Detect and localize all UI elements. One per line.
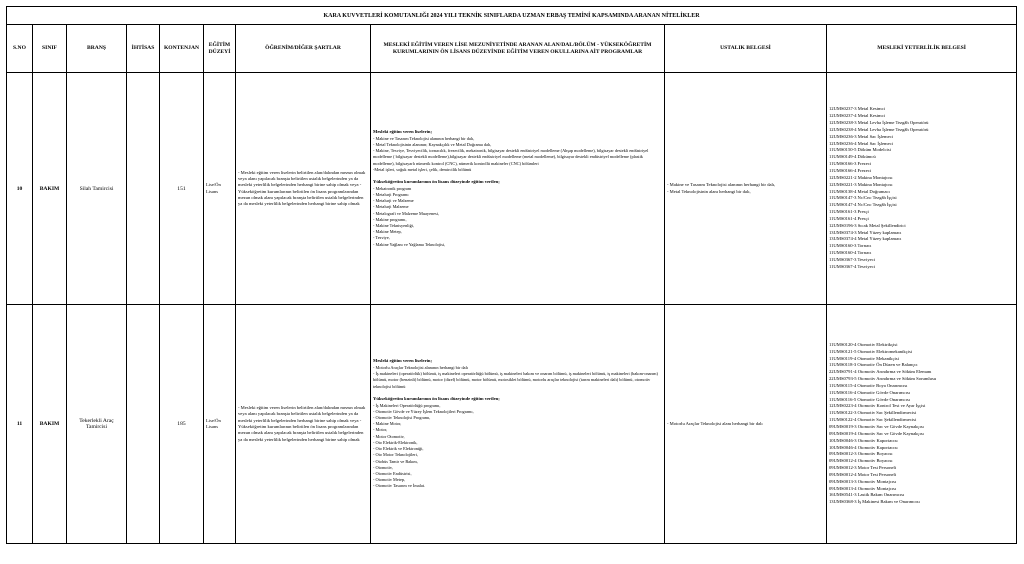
list-line: - Otomotiv Endüstrisi,	[373, 470, 412, 476]
list-line: 11UMS0367-3 Tesviyeci	[829, 256, 875, 262]
list-line: - Mekatronik program	[373, 185, 412, 191]
row-ogrenim: - Mesleki eğitim veren liselerin belirtilen alan/dalından mezun olmak veya alanı yapılacak branşta belirtilen ustalık belgelerinden ya da mesleki yeterlilik belgelerinden herhangi birine sahip olmak veya - Yükseköğretim kurumlarının belirtilen ön lisans programlarından mezun olmak alanı yapılacak branşta belirtilen ustalık belgelerinden ya da mesleki yeterlilik belgelerinden herhangi birine sahip olmak	[236, 73, 371, 305]
header-yeterlilik: MESLEKİ YETERLİLİK BELGESİ	[827, 25, 1017, 73]
list-line: 11UMS0116-4 Otomotiv Gövde Onarımcısı	[829, 389, 910, 395]
row-sinif: BAKIM	[33, 305, 67, 544]
yo-heading: Yükseköğretim kurumlarının ön lisans düzeyinde eğitim verilen;	[373, 179, 500, 185]
row-ihtisas	[127, 305, 160, 544]
list-line: - Motor Otomotiv,	[373, 433, 405, 439]
list-line: - Metalografi ve Malzeme Muayenesi,	[373, 210, 439, 216]
list-line: 13UMS0374-3 Metal Yüzey kaplamacı	[829, 229, 902, 235]
list-line: 09UMS0013-3 Otomotiv Montajcısı	[829, 478, 897, 484]
table-row	[7, 73, 1017, 305]
row-ihtisas	[127, 73, 160, 305]
row-ustalik	[665, 305, 827, 544]
row-programs	[371, 73, 665, 305]
list-line: - İş Makineleri Operatörlüğü programı,	[373, 402, 441, 408]
header-row	[7, 25, 1017, 73]
list-line: - Metalurji Programı	[373, 191, 409, 197]
document-page	[6, 6, 1016, 544]
list-line: - Makine programı,	[373, 216, 407, 222]
row-sinif: BAKIM	[33, 73, 67, 305]
list-line: - Otomotiv Metep,	[373, 477, 406, 483]
list-line: - Oto Motor Teknolojileri,	[373, 452, 418, 458]
yo-list	[373, 186, 662, 248]
list-line: - İş makineleri (operatörlük) bölümü, iş makineleri operatörlüğü bölümü, iş makineleri bakım ve onarım bölümü, iş makineleri bölümü, iş makineleri (bakım-onarım) bölümü, motor (benzinli) bölümü, motor (dizel) bölümü, motor bölümü, motosiklet bölümü, motorlu araçlar teknolojisi (tarım makineleri dalı) bölümü, otomotiv teknolojisi bölümü	[373, 371, 658, 389]
list-line: 11UMS0118-3 Otomotiv Ön Düzen ve Balançcı	[829, 362, 918, 368]
row-egitim: Lise/Ön Lisans	[204, 305, 236, 544]
requirements-table	[6, 6, 1017, 544]
list-line: 09UMS0019-4 Otomotiv Sac ve Gövde Kaynakçısı	[829, 430, 924, 436]
list-line: 09UMS0019-3 Otomotiv Sac ve Gövde Kaynakçısı	[829, 424, 924, 429]
list-line: 11UMS0166-3 Frezeci	[829, 161, 872, 167]
header-kontenjan: KONTENJAN	[160, 25, 204, 73]
row-yeterlilik	[827, 73, 1017, 305]
row-sno: 10	[7, 73, 33, 305]
list-line: 11UMS0161-4 Presçi	[829, 215, 869, 221]
row-brans: Tekerlekli Araç Tamircisi	[67, 305, 127, 544]
lise-list	[373, 365, 662, 390]
header-brans: BRANŞ	[67, 25, 127, 73]
list-line: 11UMS0147-4 Nc/Cnc Tezgâh İşçisi	[829, 202, 897, 208]
list-line: 11UMS0147-3 Nc/Cnc Tezgâh İşçisi	[829, 195, 897, 201]
list-line: - Metalurji ve Malzeme	[373, 198, 414, 204]
header-mesleki: MESLEKİ EĞİTİM VEREN LİSE MEZUNİYETİNDE ARANAN ALAN/DAL/BÖLÜM - YÜKSEKÖĞRETİM KURUMLARININ ÖN LİSANS DÜZEYİNDE EĞİTİM VEREN OKULLARINA AİT PROGRAMLAR	[371, 25, 665, 73]
table-title: KARA KUVVETLERİ KOMUTANLIĞI 2024 YILI TEKNİK SINIFLARDA UZMAN ERBAŞ TEMİNİ KAPSAMINDA ARANAN NİTELİKLER	[7, 7, 1017, 25]
list-line: 11UMS0161-3 Presçi	[829, 209, 869, 215]
list-line: - Makine, Tesviye, Tesviyecilik, tornacılık, frezecilik, mekatronik, bilgisayar destekli endüstriyel modelleme (Ahşap modelleme), bilgisayar destekli endüstriyel modelleme ( bilgisayar destekli modelleme),bilgisayar destekli endüstriyel modelleme (metal modelleme), bilgisayar destekli endüstriyel modelleme (plastik modelleme), bilgisayarlı nümerik kontrol (CNC), nümerik kontrollü makineler (CNC) bölümleri	[373, 148, 649, 166]
list-line: 11UMS0122-3 Otomotiv Sac Şekillendirmecisi	[829, 410, 917, 416]
list-line: - Makine Yağlanı ve Yağlama Teknolojisi,	[373, 241, 446, 247]
list-line: 09UMS0012-4 Motor Test Personeli	[829, 471, 897, 477]
row-yeterlilik	[827, 305, 1017, 544]
list-line: 12UMS0221-2 Makina Montajcısı	[829, 174, 893, 180]
row-kontenjan: 185	[160, 305, 204, 544]
row-ustalik	[665, 73, 827, 305]
list-line: 22UMS0793-5 Otomotiv Arındırma ve Söküm Sorumlusu	[829, 376, 937, 382]
list-line: - Oto Elektrik-Elektronik,	[373, 439, 418, 445]
list-line: - Makine Teknisyenliği,	[373, 223, 415, 229]
list-line: 10UMS0046-3 Otomotiv Kaportacısı	[829, 437, 898, 443]
header-egitim: EĞİTİM DÜZEYİ	[204, 25, 236, 73]
yo-list	[373, 403, 662, 490]
list-line: - Makine ve Tasarım Teknolojisi alanının herhangi bir dalı,	[373, 135, 475, 141]
list-line: 12UMS0237-4 Metal Kesimci	[829, 113, 885, 119]
list-line: - Tesviye,	[373, 235, 390, 241]
list-line: - Metalurji Malzeme	[373, 204, 409, 210]
list-line: 09UMS0012-3 Otomotiv Boyacısı	[829, 451, 893, 457]
list-line: 11UMS0120-4 Otomotiv Elektrikçisi	[829, 341, 898, 347]
list-line: 11UMS0115-4 Otomotiv Boya Onarımcısı	[829, 382, 908, 388]
list-line: 11UMS0150-5 Döküm Modelcisi	[829, 147, 891, 153]
list-line: - Metal Teknolojisinin alanının; Kaynakçılık ve Metal Doğrama dalı,	[373, 141, 492, 147]
list-line: 11UMS0138-4 Metal Doğramacı	[829, 188, 890, 194]
list-line: 12UMS0236-3 Metal Sac İşlemeci	[829, 133, 893, 139]
list-line: -Metal işleri, soğuk metal işleri, çelik, demircilik bölümü	[373, 166, 472, 172]
list-line: 11UMS0119-4 Otomotiv Mekanikçisi	[829, 355, 899, 361]
list-line: - Makine Motor,	[373, 421, 402, 427]
lise-heading: Mesleki eğitim veren liselerin;	[373, 358, 432, 364]
list-line: 12UMS0196-3 Sıcak Metal Şekillendirici	[829, 222, 906, 228]
row-egitim: Lise/Ön Lisans	[204, 73, 236, 305]
header-ustalik: USTALIK BELGESİ	[665, 25, 827, 73]
list-line: - Makine Metep,	[373, 229, 402, 235]
row-programs	[371, 305, 665, 544]
list-line: - Makine ve Tasarım Teknolojisi alanının herhangi bir dalı,	[667, 182, 776, 188]
row-ogrenim: - Mesleki eğitim veren liselerin belirtilen alan/dalından mezun olmak veya alanı yapılacak branşta belirtilen ustalık belgelerinden ya da mesleki yeterlilik belgelerinden herhangi birine sahip olmak veya - Yükseköğretim kurumlarının belirtilen ön lisans programlarından mezun olmak alanı yapılacak branşta belirtilen ustalık belgelerinden ya da mesleki yeterlilik belgelerinden herhangi birine sahip olmak	[236, 305, 371, 544]
list-line: 09UMS0012-4 Otomotiv Boyacısı	[829, 458, 893, 464]
list-line: 12UMS0221-3 Makina Montajcısı	[829, 181, 893, 187]
list-line: - Motorlu Araçlar Teknolojisi alanının herhangi bir dalı	[373, 365, 468, 371]
row-sno: 11	[7, 305, 33, 544]
list-line: 12UMS0236-4 Metal Sac İşlemeci	[829, 140, 893, 146]
list-line: - Oto Elektrik ve Elektroniği,	[373, 446, 424, 452]
list-line: 11UMS0160-4 Tornacı	[829, 250, 872, 256]
yo-heading: Yükseköğretim kurumlarının ön lisans düzeyinde eğitim verilen;	[373, 395, 500, 401]
list-line: 10UMS0046-4 Otomotiv Kaportacısı	[829, 444, 898, 450]
list-line: - Motor,	[373, 427, 388, 433]
lise-heading: Mesleki eğitim veren liselerin;	[373, 129, 432, 135]
header-sno: S.NO	[7, 25, 33, 73]
list-line: 09UMS0012-3 Motor Test Personeli	[829, 465, 897, 471]
list-line: 13UMS0368-3 İş Makinesi Bakım ve Onarımcısı	[829, 499, 920, 505]
list-line: 11UMS0160-3 Tornacı	[829, 243, 872, 249]
list-line: 11UMS0367-4 Tesviyeci	[829, 263, 875, 269]
list-line: 12UMS0237-3 Metal Kesimci	[829, 106, 885, 112]
list-line: 09UMS0013-4 Otomotiv Montajcısı	[829, 485, 897, 491]
row-brans: Silah Tamircisi	[67, 73, 127, 305]
list-line: 13UMS0374-4 Metal Yüzey kaplamacı	[829, 236, 902, 242]
list-line: - Otomotiv,	[373, 464, 393, 470]
list-line: 11UMS0116-5 Otomotiv Gövde Onarımcısı	[829, 396, 910, 402]
list-line: 11UMS0149-4 Dökümcü	[829, 154, 876, 160]
list-line: 16UMS0541-3 Lastik Bakım Onarımcısı	[829, 492, 905, 498]
list-line: - Otobüs Tamir ve Bakım,	[373, 458, 418, 464]
header-ihtisas: İHTİSAS	[127, 25, 160, 73]
list-line: 12UMS0223-4 Otomotiv Kontrol Test ve Ayar İşçisi	[829, 403, 926, 409]
list-line: 12UMS0238-3 Metal Levha İşleme Tezgâh Operatörü	[829, 120, 929, 126]
list-line: - Otomotiv Tasarım ve İmalat.	[373, 483, 426, 489]
list-line: 11UMS0122-4 Otomotiv Sac Şekillendirmecisi	[829, 417, 917, 423]
header-sinif: SINIF	[33, 25, 67, 73]
list-line: - Otomotiv Gövde ve Yüzey İşlem Teknolojileri Programı,	[373, 408, 474, 414]
list-line: 22UMS0791-4 Otomotiv Arındırma ve Söküm Elemanı	[829, 369, 932, 375]
row-kontenjan: 151	[160, 73, 204, 305]
list-line: 11UMS0121-5 Otomotiv Elektromekanikçisi	[829, 348, 913, 354]
lise-list	[373, 136, 662, 173]
list-line: - Otomotiv Teknolojisi Programı,	[373, 415, 431, 420]
list-line: - Metal Teknolojisinin alanı herhangi bir dalı,	[667, 188, 751, 194]
header-ogrenim: ÖĞRENİM/DİĞER ŞARTLAR	[236, 25, 371, 73]
list-line: 12UMS0238-4 Metal Levha İşleme Tezgâh Operatörü	[829, 126, 929, 132]
table-row	[7, 305, 1017, 544]
list-line: - Motorlu Araçlar Teknolojisi alanı herhangi bir dalı	[667, 420, 763, 426]
list-line: 11UMS0166-4 Frezeci	[829, 167, 872, 173]
